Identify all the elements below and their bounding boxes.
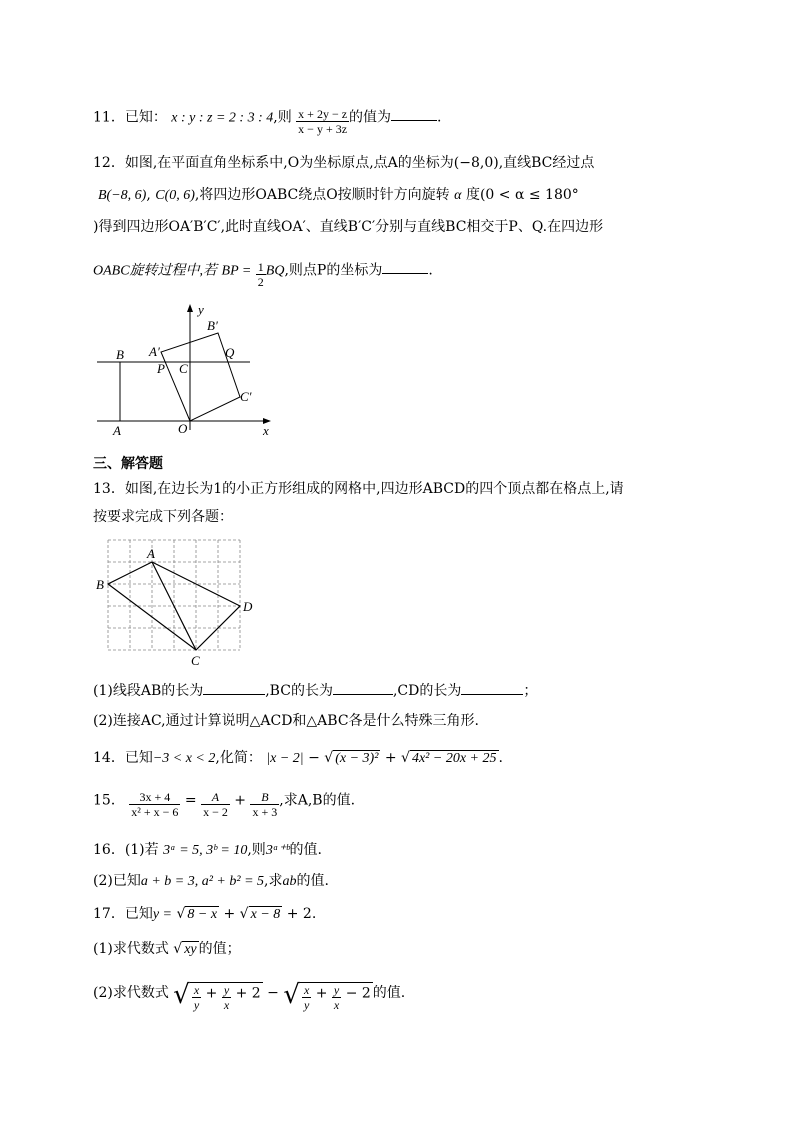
q13-p1a: (1)线段AB的长为 [93, 683, 204, 699]
q13-bc-blank[interactable] [333, 682, 393, 695]
q12-line4 [93, 260, 433, 290]
q16-given: 3ᵃ = 5, 3ᵇ = 10 [163, 843, 248, 858]
q17-minus: − [267, 985, 279, 1001]
q15-line [93, 790, 355, 820]
label-d: D [243, 599, 253, 614]
q15-frac3 [250, 790, 279, 820]
q14-c: ,化简： [215, 750, 262, 766]
q17-end: . [311, 906, 317, 922]
q17-f3 [302, 983, 311, 1013]
q12-text2d: ,将四边形OABC绕点O按顺时针方向旋转 [194, 187, 450, 203]
q11-answer-blank[interactable] [391, 108, 437, 121]
label-c: C [191, 653, 200, 668]
q17-f2 [222, 983, 231, 1013]
q17-y: y = [152, 907, 172, 922]
q12-point-a: (−8,0) [453, 155, 499, 171]
q12-text3: )得到四边形OA′B′C′,此时直线OA′、直线B′C′分别与直线BC相交于P、Q.在四边形 [93, 219, 604, 235]
q12-sep: , [146, 187, 156, 203]
q13-p1b: ,BC的长为 [265, 683, 333, 699]
q13-p1d: ； [523, 683, 538, 699]
q14-sqrt1: (x − 3)² [335, 751, 379, 766]
q17-f1-den: y [193, 998, 200, 1012]
q12-range: 度(0 < α ≤ 180° [465, 187, 579, 203]
q13-ab-blank[interactable] [203, 682, 265, 695]
q12-text1: 12．如图,在平面直角坐标系中,O为坐标原点,点A的坐标为 [93, 155, 454, 171]
q17-p2a: (2)求代数式 [93, 985, 169, 1001]
label-b: B [96, 577, 104, 592]
q17-f2-den: x [223, 998, 230, 1012]
q17-sqrt-xy: xy [184, 942, 197, 957]
q12-text1c: ,直线BC经过点 [498, 155, 595, 171]
q13-text2: 按要求完成下列各题： [93, 509, 233, 525]
q12-bp: BP = [221, 263, 252, 279]
q14-sqrt2: 4x² − 20x + 25 [411, 751, 497, 766]
q12-line3 [93, 219, 603, 236]
q16-e: 的值. [289, 842, 322, 858]
q15-frac2-den: x − 2 [203, 805, 228, 820]
label-a-prime: A′ [149, 344, 160, 359]
q14-plus: + [384, 750, 397, 766]
q15-frac1 [129, 790, 180, 820]
label-x: x [263, 423, 269, 438]
q16-a: 16．(1)若 [93, 842, 159, 858]
q11-ratio: x : y : z = 2 : 3 : 4 [171, 110, 274, 126]
q13-p1c: ,CD的长为 [392, 683, 462, 699]
q11-frac-num: x + 2y − z [298, 107, 348, 121]
q14-line: 14．已知−3 < x < 2,化简： |x − 2| − √ (x − 3)² + √ 4x² − 20x + 25 . [93, 750, 503, 766]
y-axis-arrow [187, 304, 193, 312]
q17-plus3: + [315, 985, 328, 1001]
q17-f4-num: y [333, 982, 340, 997]
label-p: P [157, 361, 165, 376]
q17-plus1: + [205, 985, 218, 1001]
q17-line: 17．已知y = √ 8 − x + √ x − 8 + 2. [93, 906, 317, 922]
q13-line2 [93, 509, 233, 526]
label-a: A [113, 423, 121, 438]
label-q: Q [225, 345, 235, 360]
q13-line1 [93, 481, 624, 498]
q12-half [256, 260, 266, 290]
q11-end: . [437, 109, 442, 126]
label-b: B [116, 347, 124, 362]
q13-p2: (2)连接AC,通过计算说明△ACD和△ABC各是什么特殊三角形. [93, 713, 480, 729]
label-c: C [179, 361, 188, 376]
q16-line1 [93, 842, 322, 860]
q11-tail: 的值为 [349, 109, 392, 126]
label-a: A [147, 546, 155, 561]
q14-a: 14．已知 [93, 750, 153, 766]
q15-frac3-num: B [250, 790, 279, 805]
q12-text4a: OABC旋转过程中,若 [93, 263, 218, 279]
q11-fraction [296, 107, 349, 137]
q14-end: . [498, 750, 503, 766]
q11-then: ,则 [273, 109, 292, 126]
q16-target: 3ᵃ⁺ᵇ [265, 843, 290, 858]
q13-part2 [93, 713, 479, 730]
q17-f: + 2 [286, 906, 312, 922]
q17-sqrt1: 8 − x [187, 907, 218, 922]
q14-range: −3 < x < 2 [152, 751, 216, 766]
label-o: O [178, 421, 188, 436]
q17-plus: + [223, 906, 236, 922]
q14-minus: − [308, 750, 320, 766]
q17-f3-num: x [303, 982, 310, 997]
q12-line2 [98, 187, 579, 205]
q17-minus2: − 2 [345, 985, 371, 1001]
q11-line [93, 107, 442, 137]
q15-frac2 [201, 790, 230, 820]
q15-plus: + [234, 792, 247, 809]
q12-point-c: C(0, 6) [155, 188, 195, 203]
q16-line2 [93, 873, 329, 891]
q17-radical1 [190, 982, 263, 1013]
q15-frac3-den: x + 3 [252, 805, 278, 820]
q12-point-b: B(−8, 6) [98, 188, 147, 203]
q16-f: (2)已知 [93, 873, 141, 889]
q12-end: . [428, 262, 433, 279]
q12-answer-blank[interactable] [382, 261, 428, 274]
figure-q12 [95, 300, 280, 440]
q17-sqrt2: x − 8 [250, 907, 281, 922]
q15-tail: ,求A,B的值. [279, 792, 356, 809]
q17-f4-den: x [333, 998, 340, 1012]
q12-half-den: 2 [257, 275, 264, 290]
q12-alpha: α [454, 188, 462, 203]
q14-abs: |x − 2| [266, 751, 304, 766]
q13-part1 [93, 682, 537, 700]
label-y: y [198, 302, 204, 317]
q16-h: ,求 [264, 873, 283, 889]
q17-p1c: 的值； [198, 941, 241, 957]
q15-eq: = [184, 792, 197, 809]
section-heading: 三、解答题 [93, 456, 163, 472]
q13-cd-blank[interactable] [461, 682, 523, 695]
label-b-prime: B′ [207, 318, 218, 333]
q12-bq: BQ [265, 263, 285, 279]
q17-f1-num: x [193, 982, 200, 997]
q17-radical2 [300, 982, 373, 1013]
q12-half-num: 1 [257, 260, 264, 274]
q17-f2-num: y [223, 982, 230, 997]
q15-number: 15． [93, 792, 125, 809]
q16-j: 的值. [296, 873, 329, 889]
q17-f4 [332, 983, 341, 1013]
q16-c: ,则 [247, 842, 266, 858]
q17-f3-den: y [303, 998, 310, 1012]
q15-frac1-den: x² + x − 6 [131, 805, 179, 820]
q11-number: 11．已知： [93, 109, 167, 126]
q17-f1 [192, 983, 201, 1013]
q11-frac-den: x − y + 3z [298, 122, 348, 137]
q12-text4f: ,则点P的坐标为 [284, 262, 383, 279]
q16-given2: a + b = 3, a² + b² = 5 [140, 874, 265, 889]
q17-p2o: 的值. [372, 985, 406, 1001]
q15-frac1-num: 3x + 4 [129, 790, 180, 805]
q16-ab: ab [282, 874, 297, 889]
q17-a: 17．已知 [93, 906, 153, 922]
q17-part2: (2)求代数式 √ $\frac{x}{y}$ + $\frac{y}{x}$ + 2 − √ $\frac{x}{y}$ + $\frac{y}{x}$ − 2 的值. [93, 980, 406, 1012]
q17-part1: (1)求代数式 √ xy 的值； [93, 941, 241, 957]
label-c-prime: C′ [240, 389, 252, 404]
q15-frac2-num: A [201, 790, 230, 805]
q17-p1a: (1)求代数式 [93, 941, 169, 957]
q17-plus2: + 2 [235, 985, 261, 1001]
q13-text1: 13．如图,在边长为1的小正方形组成的网格中,四边形ABCD的四个顶点都在格点上,请 [93, 481, 624, 497]
figure-q13-grid [94, 538, 254, 668]
q12-line1 [93, 155, 594, 172]
